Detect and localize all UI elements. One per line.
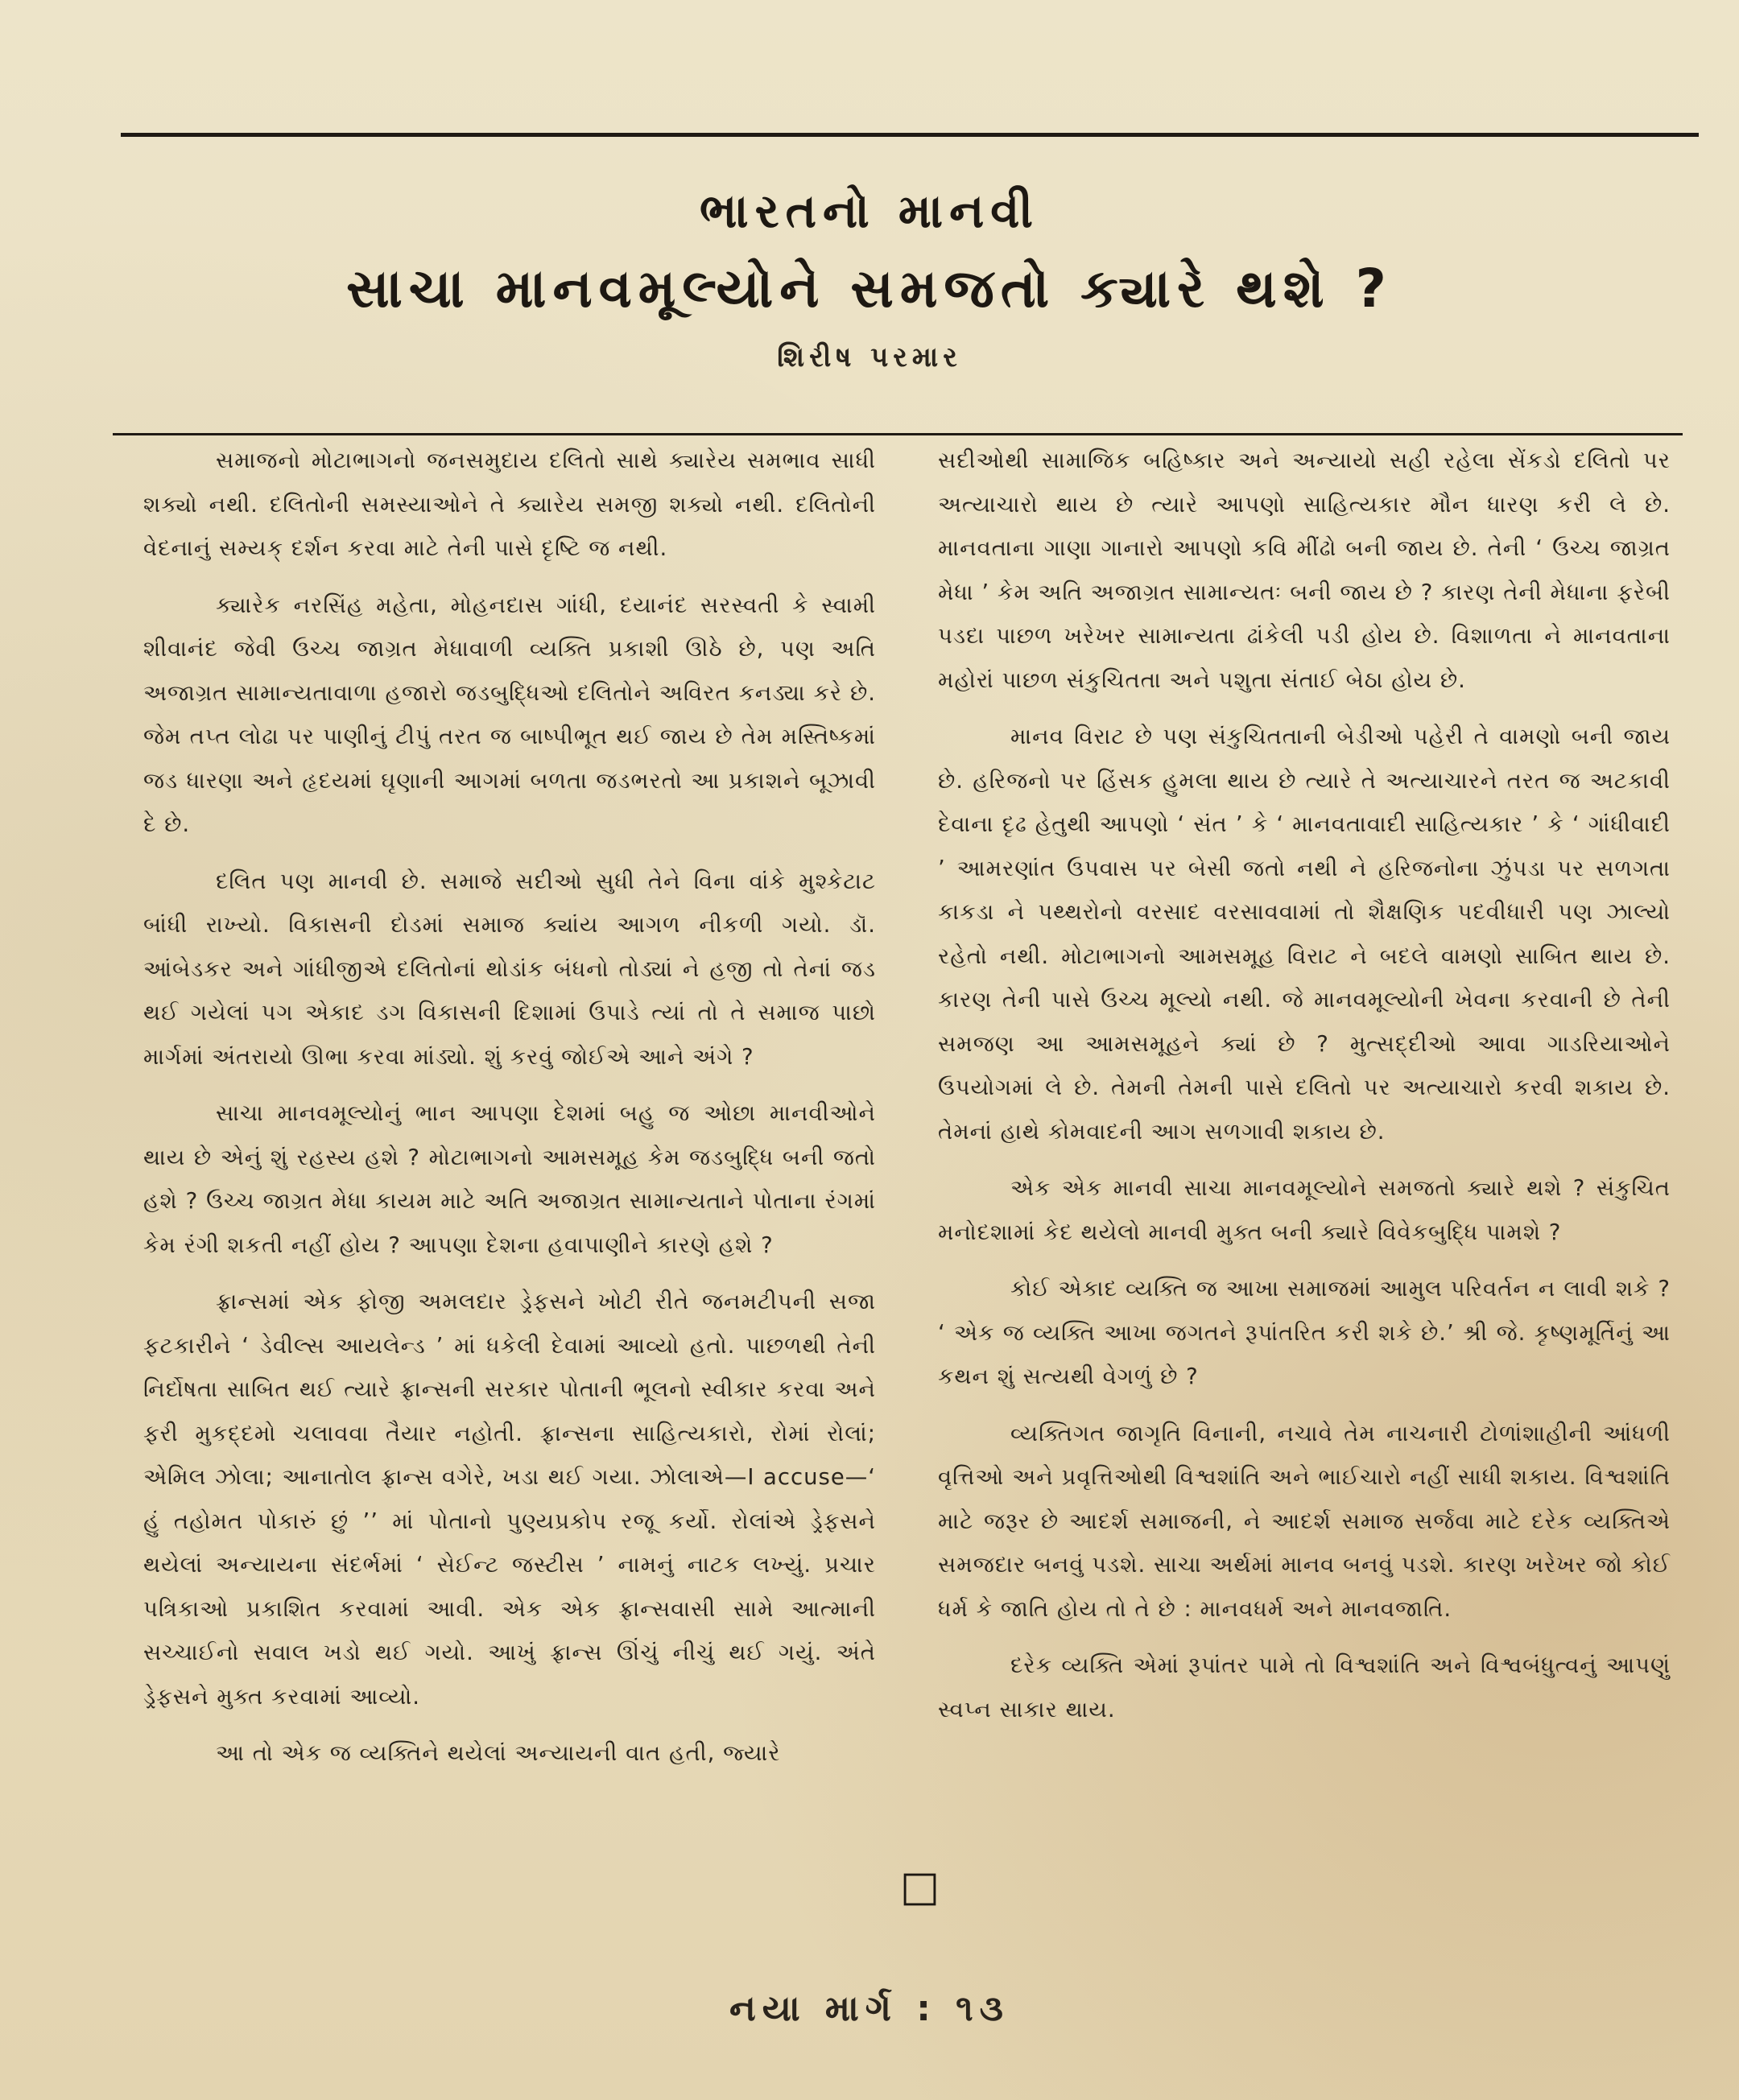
paragraph: દલિત પણ માનવી છે. સમાજે સદીઓ સુધી તેને વિના વાંકે મુશ્કેટાટ બાંધી રાખ્યો. વિકાસની દોડમાં સમાજ ક્યાંય આગળ નીકળી ગયો. ડૉ. આંબેડકર અને ગાંધીજીએ દલિતોનાં થોડાંક બંધનો તોડ્યાં ને હજી તો તેનાં જડ થઈ ગયેલાં પગ એકાદ ડગ વિકાસની દિશામાં ઉપાડે ત્યાં તો તે સમાજ પાછો માર્ગમાં અંતરાયો ઊભા કરવા માંડ્યો. શું કરવું જોઈએ આને અંગે ?: [143, 868, 876, 1070]
paragraph: સમાજનો મોટાભાગનો જનસમુદાય દલિતો સાથે ક્યારેય સમભાવ સાધી શક્યો નથી. દલિતોની સમસ્યાઓને તે ક્યારેય સમજી શક્યો નથી. દલિતોની વેદનાનું સમ્યક્ દર્શન કરવા માટે તેની પાસે દૃષ્ટિ જ નથી.: [143, 448, 876, 561]
paragraph: વ્યક્તિગત જાગૃતિ વિનાની, નચાવે તેમ નાચનારી ટોળાંશાહીની આંધળી વૃત્તિઓ અને પ્રવૃત્તિઓથી વિશ્વશાંતિ અને ભાઈચારો નહીં સાધી શકાય. વિશ્વશાંતિ માટે જરૂર છે આદર્શ સમાજની, ને આદર્શ સમાજ સર્જવા માટે દરેક વ્યક્તિએ સમજદાર બનવું પડશે. સાચા અર્થમાં માનવ બનવું પડશે. કારણ ખરેખર જો કોઈ ધર્મ કે જાતિ હોય તો તે છે : માનવધર્મ અને માનવજાતિ.: [938, 1420, 1671, 1622]
article-author: શિરીષ પરમાર: [777, 341, 962, 373]
end-mark: □: [900, 1863, 940, 1911]
paragraph: આ તો એક જ વ્યક્તિને થયેલાં અન્યાયની વાત હતી, જ્યારે: [216, 1740, 781, 1766]
paragraph: કોઈ એકાદ વ્યક્તિ જ આખા સમાજમાં આમુલ પરિવર્તન ન લાવી શકે ? ‘ એક જ વ્યક્તિ આખા જગતને રૂપાંતરિત કરી શકે છે.’ શ્રી જે. કૃષ્ણમૂર્તિનું આ કથન શું સત્યથી વેગળું છે ?: [938, 1276, 1671, 1389]
paragraph: એક એક માનવી સાચા માનવમૂલ્યોને સમજતો ક્યારે થશે ? સંકુચિત મનોદશામાં કેદ થયેલો માનવી મુક્ત બની ક્યારે વિવેકબુદ્ધિ પામશે ?: [938, 1175, 1671, 1245]
paragraph: ક્યારેક નરસિંહ મહેતા, મોહનદાસ ગાંધી, દયાનંદ સરસ્વતી કે સ્વામી શીવાનંદ જેવી ઉચ્ચ જાગ્રત મેધાવાળી વ્યક્તિ પ્રકાશી ઊઠે છે, પણ અતિ અજાગ્રત સામાન્યતાવાળા હજારો જડબુદ્ધિઓ દલિતોને અવિરત કનડ્યા કરે છે. જેમ તપ્ત લોઢા પર પાણીનું ટીપું તરત જ બાષ્પીભૂત થઈ જાય છે તેમ મસ્તિષ્કમાં જડ ધારણા અને હૃદયમાં ઘૃણાની આગમાં બળતા જડભરતો આ પ્રકાશને બૂઝાવી દે છે.: [143, 592, 876, 837]
left-column: [143, 439, 876, 1789]
paragraph: સાચા માનવમૂલ્યોનું ભાન આપણા દેશમાં બહુ જ ઓછા માનવીઓને થાય છે એનું શું રહસ્ય હશે ? મોટાભાગનો આમસમૂહ કેમ જડબુદ્ધિ બની જતો હશે ? ઉચ્ચ જાગ્રત મેધા કાયમ માટે અતિ અજાગ્રત સામાન્યતાને પોતાના રંગમાં કેમ રંગી શકતી નહીં હોય ? આપણા દેશના હવાપાણીને કારણે હશે ?: [143, 1100, 876, 1258]
paragraph: માનવ વિરાટ છે પણ સંકુચિતતાની બેડીઓ પહેરી તે વામણો બની જાય છે. હરિજનો પર હિંસક હુમલા થાય છે ત્યારે તે અત્યાચારને તરત જ અટકાવી દેવાના દૃઢ હેતુથી આપણો ‘ સંત ’ કે ‘ માનવતાવાદી સાહિત્યકાર ’ કે ‘ ગાંધીવાદી ’ આમરણાંત ઉપવાસ પર બેસી જતો નથી ને હરિજનોના ઝુંપડા પર સળગતા કાકડા ને પથ્થરોનો વરસાદ વરસાવવામાં તો શૈક્ષણિક પદવીધારી પણ ઝાલ્યો રહેતો નથી. મોટાભાગનો આમસમૂહ વિરાટ ને બદલે વામણો સાબિત થાય છે. કારણ તેની પાસે ઉચ્ચ મૂલ્યો નથી. જે માનવમૂલ્યોની ખેવના કરવાની છે તેની સમજણ આ આમસમૂહને ક્યાં છે ? મુત્સદ્દીઓ આવા ગાડરિયાઓને ઉપયોગમાં લે છે. તેમની તેમની પાસે દલિતો પર અત્યાચારો કરવી શકાય છે. તેમનાં હાથે કોમવાદની આગ સળગાવી શકાય છે.: [938, 724, 1671, 1145]
paragraph: સદીઓથી સામાજિક બહિષ્કાર અને અન્યાયો સહી રહેલા સેંકડો દલિતો પર અત્યાચારો થાય છે ત્યારે આપણો સાહિત્યકાર મૌન ધારણ કરી લે છે. માનવતાના ગાણા ગાનારો આપણો કવિ મીંઢો બની જાય છે. તેની ‘ ઉચ્ચ જાગ્રત મેધા ’ કેમ અતિ અજાગ્રત સામાન્યતઃ બની જાય છે ? કારણ તેની મેધાના ફરેબી પડદા પાછળ ખરેખર સામાન્યતા ઢાંકેલી પડી હોય છે. વિશાળતા ને માનવતાના મહોરાં પાછળ સંકુચિતતા અને પશુતા સંતાઈ બેઠા હોય છે.: [938, 448, 1671, 693]
article-title-line1: ભારતનો માનવી: [699, 184, 1040, 238]
article-title-line2: સાચા માનવમૂલ્યોને સમજતો ક્યારે થશે ?: [346, 258, 1393, 320]
top-rule: [121, 133, 1699, 137]
paragraph: દરેક વ્યક્તિ એમાં રૂપાંતર પામે તો વિશ્વશાંતિ અને વિશ્વબંધુત્વનું આપણું સ્વપ્ન સાકાર થાય.: [938, 1652, 1671, 1722]
right-column: [938, 439, 1671, 1744]
header-rule: [113, 433, 1683, 435]
paragraph: ફ્રાન્સમાં એક ફોજી અમલદાર ડ્રેફસને ખોટી રીતે જનમટીપની સજા ફટકારીને ‘ ડેવીલ્સ આયલેન્ડ ’ માં ધકેલી દેવામાં આવ્યો હતો. પાછળથી તેની નિર્દોષતા સાબિત થઈ ત્યારે ફ્રાન્સની સરકાર પોતાની ભૂલનો સ્વીકાર કરવા અને ફરી મુકદ્દમો ચલાવવા તૈયાર નહોતી. ફ્રાન્સના સાહિત્યકારો, રોમાં રોલાં; એમિલ ઝોલા; આનાતોલ ફ્રાન્સ વગેરે, ખડા થઈ ગયા. ઝોલાએ—I accuse—‘ હું તહોમત પોકારું છું ’’ માં પોતાનો પુણ્યપ્રકોપ રજૂ કર્યો. રોલાંએ ડ્રેફસને થયેલાં અન્યાયના સંદર્ભમાં ‘ સેઈન્ટ જસ્ટીસ ’ નામનું નાટક લખ્યું. પ્રચાર પત્રિકાઓ પ્રકાશિત કરવામાં આવી. એક એક ફ્રાન્સવાસી સામે આત્માની સચ્ચાઈનો સવાલ ખડો થઈ ગયો. આખું ફ્રાન્સ ઊંચું નીચું થઈ ગયું. અંતે ડ્રેફસને મુક્ત કરવામાં આવ્યો.: [143, 1289, 876, 1710]
page-footer: નયા માર્ગ : ૧૩: [729, 1988, 1010, 2029]
